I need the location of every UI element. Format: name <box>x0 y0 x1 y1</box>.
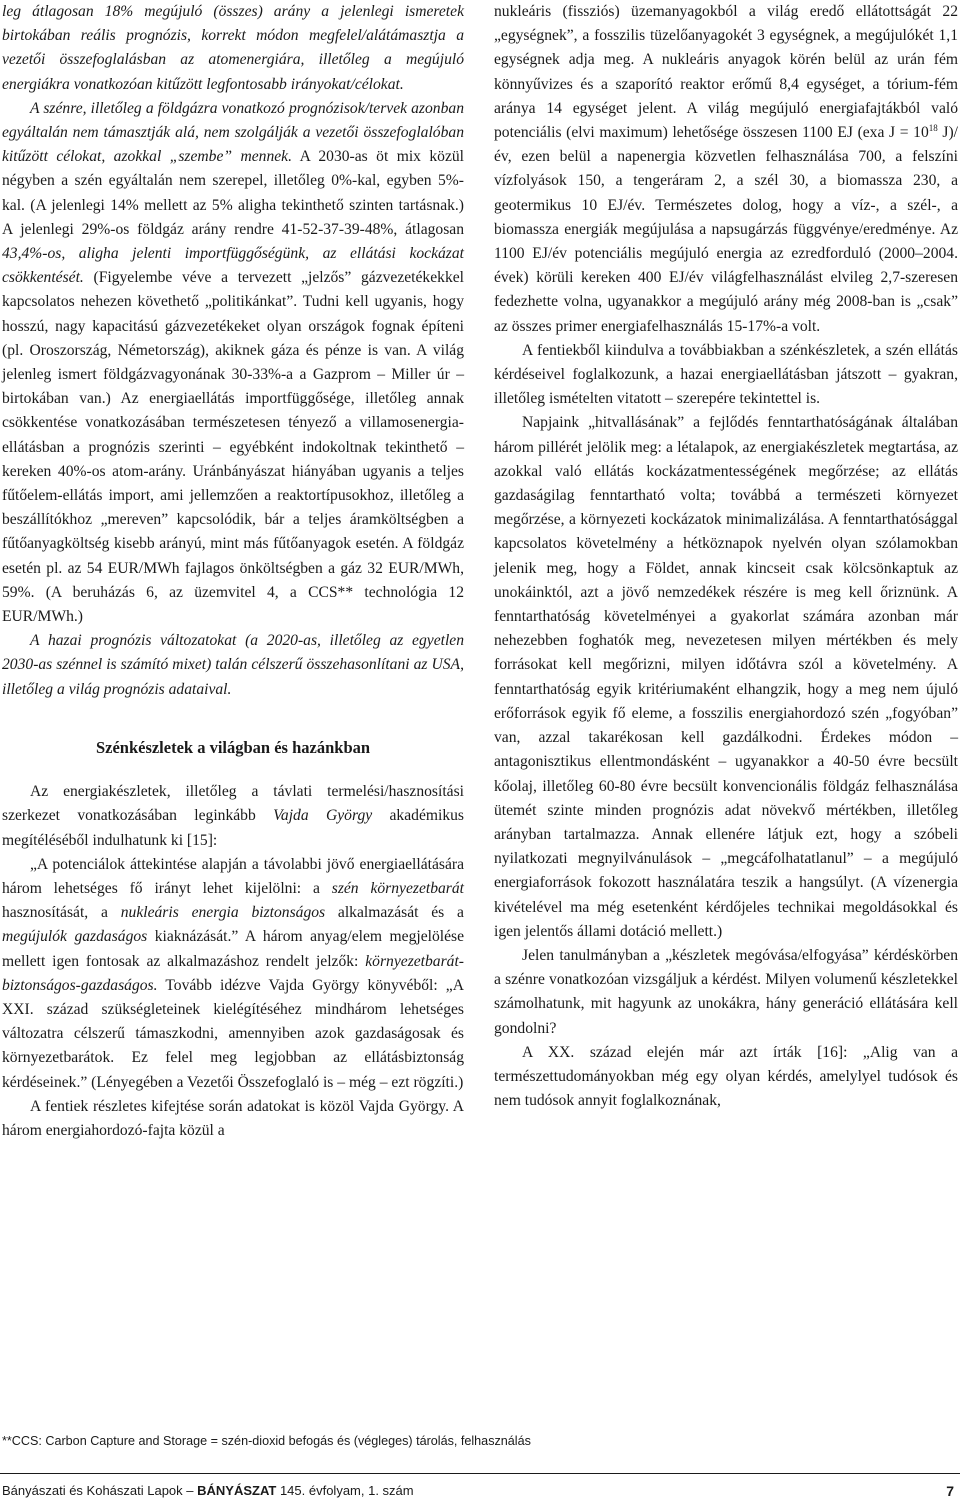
superscript: 18 <box>928 122 938 133</box>
body-text: „A potenciálok áttekintése alapján a távolabbi jövő energiaellátására három lehetséges fő irányt lehet kijelölni: a <box>2 855 464 897</box>
journal-section: BÁNYÁSZAT <box>197 1483 277 1498</box>
journal-name: Bányászati és Kohászati Lapok – <box>2 1483 198 1498</box>
paragraph <box>494 411 958 943</box>
body-text: A XX. század elején már azt írták [16]: „Alig van a természettudományokban még egy olyan kérdés, amelylyel tudósok és nem tudósok annyit foglalkoznának, <box>494 1043 958 1110</box>
italic-text: megújulók gazdaságos <box>2 928 148 946</box>
italic-text: szén környezetbarát <box>331 879 464 897</box>
italic-text: A szénre, illetőleg a földgázra vonatkozó prognózisok/tervek azonban egyáltalán nem támasztják alá, nem szolgálják a vezetői összefoglalóban kitűzött célokat, azokkal „szembe” mennek. <box>2 99 464 166</box>
page-footer <box>2 1481 958 1501</box>
body-text: Jelen tanulmányban a „készletek megóvása/elfogyása” kérdéskörben a szénre vonatkozóan vizsgáljuk a kérdést. Milyen volumenű készletekkel számolhatunk, mit hagyunk az unokákra, hány generáció ellátására kell gondolni? <box>494 946 958 1037</box>
body-text: alkalmazását és a <box>325 904 464 922</box>
right-column <box>494 0 958 1113</box>
paragraph <box>2 1095 464 1143</box>
page-number: 7 <box>946 1483 954 1499</box>
body-text: nukleáris (fissziós) üzemanyagokból a világ eredő ellátottságát 22 „egységnek”, a fosszilis tüzelőanyagokét 3 egységnek, a megújulókét 1,1 egységnek adja meg. A nukleáris anyagok körén belül az urán fém könnyűvizes és a szaporító reaktor erőmű 8,4 egységet, a tórium-fém aránya 14 egységet jelent. A világ megújuló energiafajtákból való potenciális (elvi maximum) lehetősége összesen 1100 EJ (exa J = 10 <box>494 3 958 142</box>
body-text: Napjaink „hitvallásának” a fejlődés fenntarthatóságának általában három pillérét jelölik meg: a létalapok, az energiakészletek megtartása, az azokkal való ellátás kockázatmentességének megőrzése; az ellátás gazdaságilag fenntartható volta; továbbá a természeti környezet megőrzése, a környezeti kockázatok minimalizálása. A fenntarthatósággal kapcsolatos követelmény a hétköznapok nyelvén olyan szólamokban jelenik meg, hogy a Földet, annak kincseit csak kölcsönkaptuk az unokáinktól, azt a jövő nemzedékek részére is meg kell őriznünk. A fenntarthatóság követelményei a gyakorlat számára azonban már nehezebben foghatók meg, nevezetesen milyen mértékben és mely forrásokat kell megőrizni, milyen időtávra szól a követelmény. A fenntarthatóság egyik kritériumaként elhangzik, hogy a meg nem újuló erőforrások egyik fő eleme, a fosszilis energiahordozó szén „fogyóban” van, azzal takarékosan kell gazdálkodni. Érdekes módon – antagonisztikus ellentmondásként – ugyanakkor a 40-50 évre becsült kőolaj, illetőleg 60-80 évre becsült konvencionális földgáz felhasználása ütemét szinte minden prognózis adat növekvő mértékben, illetőleg arányban tartalmazza. Annak ellenére látjuk ezt, hogy a szóbeli nyilatkozati megnyilvánulások – „megcáfolhatatlanul” – a megújuló energiaforrások fokozott használatára teszik a hangsúlyt. (A vízenergia kivételével ma még esetenként kérdőjeles technikai megoldásokkal és igen jelentős állami dotáció mellett.) <box>494 414 958 940</box>
body-text: Tovább idézve Vajda György könyvéből: „A XXI. század szükségleteinek kielégítéséhez mindhárom lehetséges változatra célszerű támaszkodni, amennyiben azok gazdaságosak és környezetbarátok. Ez felel meg legjobban az ellátásbiztonság kérdéseinek.” (Lényegében a Vezetői Összefoglaló is – még – ezt rögzíti.) <box>2 976 464 1091</box>
paragraph <box>494 339 958 412</box>
body-text: akadémikus megítéléséből indulhatunk ki [15]: <box>2 807 464 849</box>
italic-text: nukleáris energia biztonságos <box>120 904 326 922</box>
italic-text: Vajda György <box>273 807 373 825</box>
paragraph <box>2 853 464 1095</box>
body-text: (Figyelembe véve a tervezett „jelzős” gázvezetékekkel kapcsolatos nehezen követhető „politikánkat”. Tudni kell ugyanis, hogy hosszú, nagy kapacitású gázvezetékeket olyan országok fognak építeni (pl. Oroszország, Németország), akiknek gáza és pénze is van. A világ jelenleg ismert földgázvagyonának 30-33%-a a Gazprom – Miller úr – birtokában van.) Az energiaellátás importfüggősége, illetőleg annak csökkentése vonatkozásában természetesen tényező a villamosenergia-ellátásban a prognózis szerinti – egyébként indokoltnak tekinthető – kereken 40%-os atom-arány. Uránbányászat hiányában ugyanis a teljes fűtőelem-ellátás import, ami jellemzően a reaktortípusokhoz, illetőleg a beszállítókhoz „mereven” kapcsolódik, bár a teljes áramköltségben a fűtőanyagköltség kisebb arányú, mint más fűtőanyagok esetén. A földgáz esetén pl. az 54 EUR/MWh fajlagos önköltségben a gáz 32 EUR/MWh, 59%. (A beruházás 6, az üzemvitel 4, a CCS** technológia 12 EUR/MWh.) <box>2 269 464 626</box>
journal-issue: 145. évfolyam, 1. szám <box>276 1483 414 1498</box>
body-text: J)/év, ezen belül a napenergia közvetlen felhasználása 700, a felszíni vízfolyások 150, a tengeráram 2, a szél 30, a biomassza 230, a geotermikus 10 EJ/év. Természetes dolog, hogy a víz-, a szél-, a biomassza energiák megújulása a napsugárzás függvénye/eredménye. Az 1100 EJ/év potenciális megújuló energia az ezredforduló (2000–2004. évek) körüli kereken 400 EJ/év világfelhasználást elvileg 2,7-szeresen fedezhette volna, ugyanakkor a megújuló arány még 2008-ban is „csak” az összes primer energiafelhasználás 15-17%-a volt. <box>494 124 958 335</box>
italic-text: leg átlagosan 18% megújuló (összes) arány a jelenlegi ismeretek birtokában reális prognózis, korrekt módon megfelel/alátámasztja a vezetői összefoglalásban az atomenergiára, illetőleg a megújuló energiákra vonatkozóan kitűzött legfontosabb irányokat/célokat. <box>2 3 464 93</box>
footer-divider <box>0 1473 960 1474</box>
body-text: A 2030-as öt mix közül négyben a szén egyáltalán nem szerepel, illetőleg 0%-kal, egyben 5%-kal. (A jelenlegi 14% mellett az 5% aligha tekinthető szinten tartásnak.) A jelenlegi 29%-os földgáz arány rendre 41-52-37-39-48%, átlagosan <box>2 148 465 238</box>
body-text: kiaknázását.” A három anyag/elem megjelölése mellett igen fontosak az alkalmazáshoz rendelt jelzők: <box>2 928 465 970</box>
left-column <box>2 0 464 1143</box>
body-text: A fentiek részletes kifejtése során adatokat is közöl Vajda György. A három energiahordozó-fajta közül a <box>2 1097 464 1139</box>
paragraph <box>494 944 958 1041</box>
paragraph <box>2 780 464 853</box>
section-heading: Szénkészletek a világban és hazánkban <box>95 737 371 757</box>
italic-text: környezetbarát-biztonságos-gazdaságos. <box>2 952 464 994</box>
paragraph <box>2 0 464 97</box>
body-text: hasznosítását, a <box>2 904 121 922</box>
footnote: **CCS: Carbon Capture and Storage = szén-dioxid befogás és (végleges) tárolás, felhasználás <box>2 1434 531 1448</box>
paragraph <box>494 0 958 339</box>
body-text: Az energiakészletek, illetőleg a távlati termelési/hasznosítási szerkezet vonatkozásában leginkább <box>2 783 464 825</box>
paragraph <box>2 629 464 702</box>
italic-text: 43,4%-os, aligha jelenti importfüggőségünk, az ellátási kockázat csökkentését. <box>2 245 464 287</box>
journal-citation <box>2 1483 414 1498</box>
body-text: A fentiekből kiindulva a továbbiakban a szénkészletek, a szén ellátás kérdéseivel foglalkozunk, a hazai energiaellátásban játszott – gyakran, illetőleg ismételten vitatott – szerepére tekintettel is. <box>494 341 958 408</box>
paragraph <box>494 1041 958 1114</box>
paragraph <box>2 97 464 629</box>
italic-text: A hazai prognózis változatokat (a 2020-as, illetőleg az egyetlen 2030-as szénnel is számító mixet) talán célszerű összehasonlítani az USA, illetőleg a világ prognózis adataival. <box>2 632 464 698</box>
